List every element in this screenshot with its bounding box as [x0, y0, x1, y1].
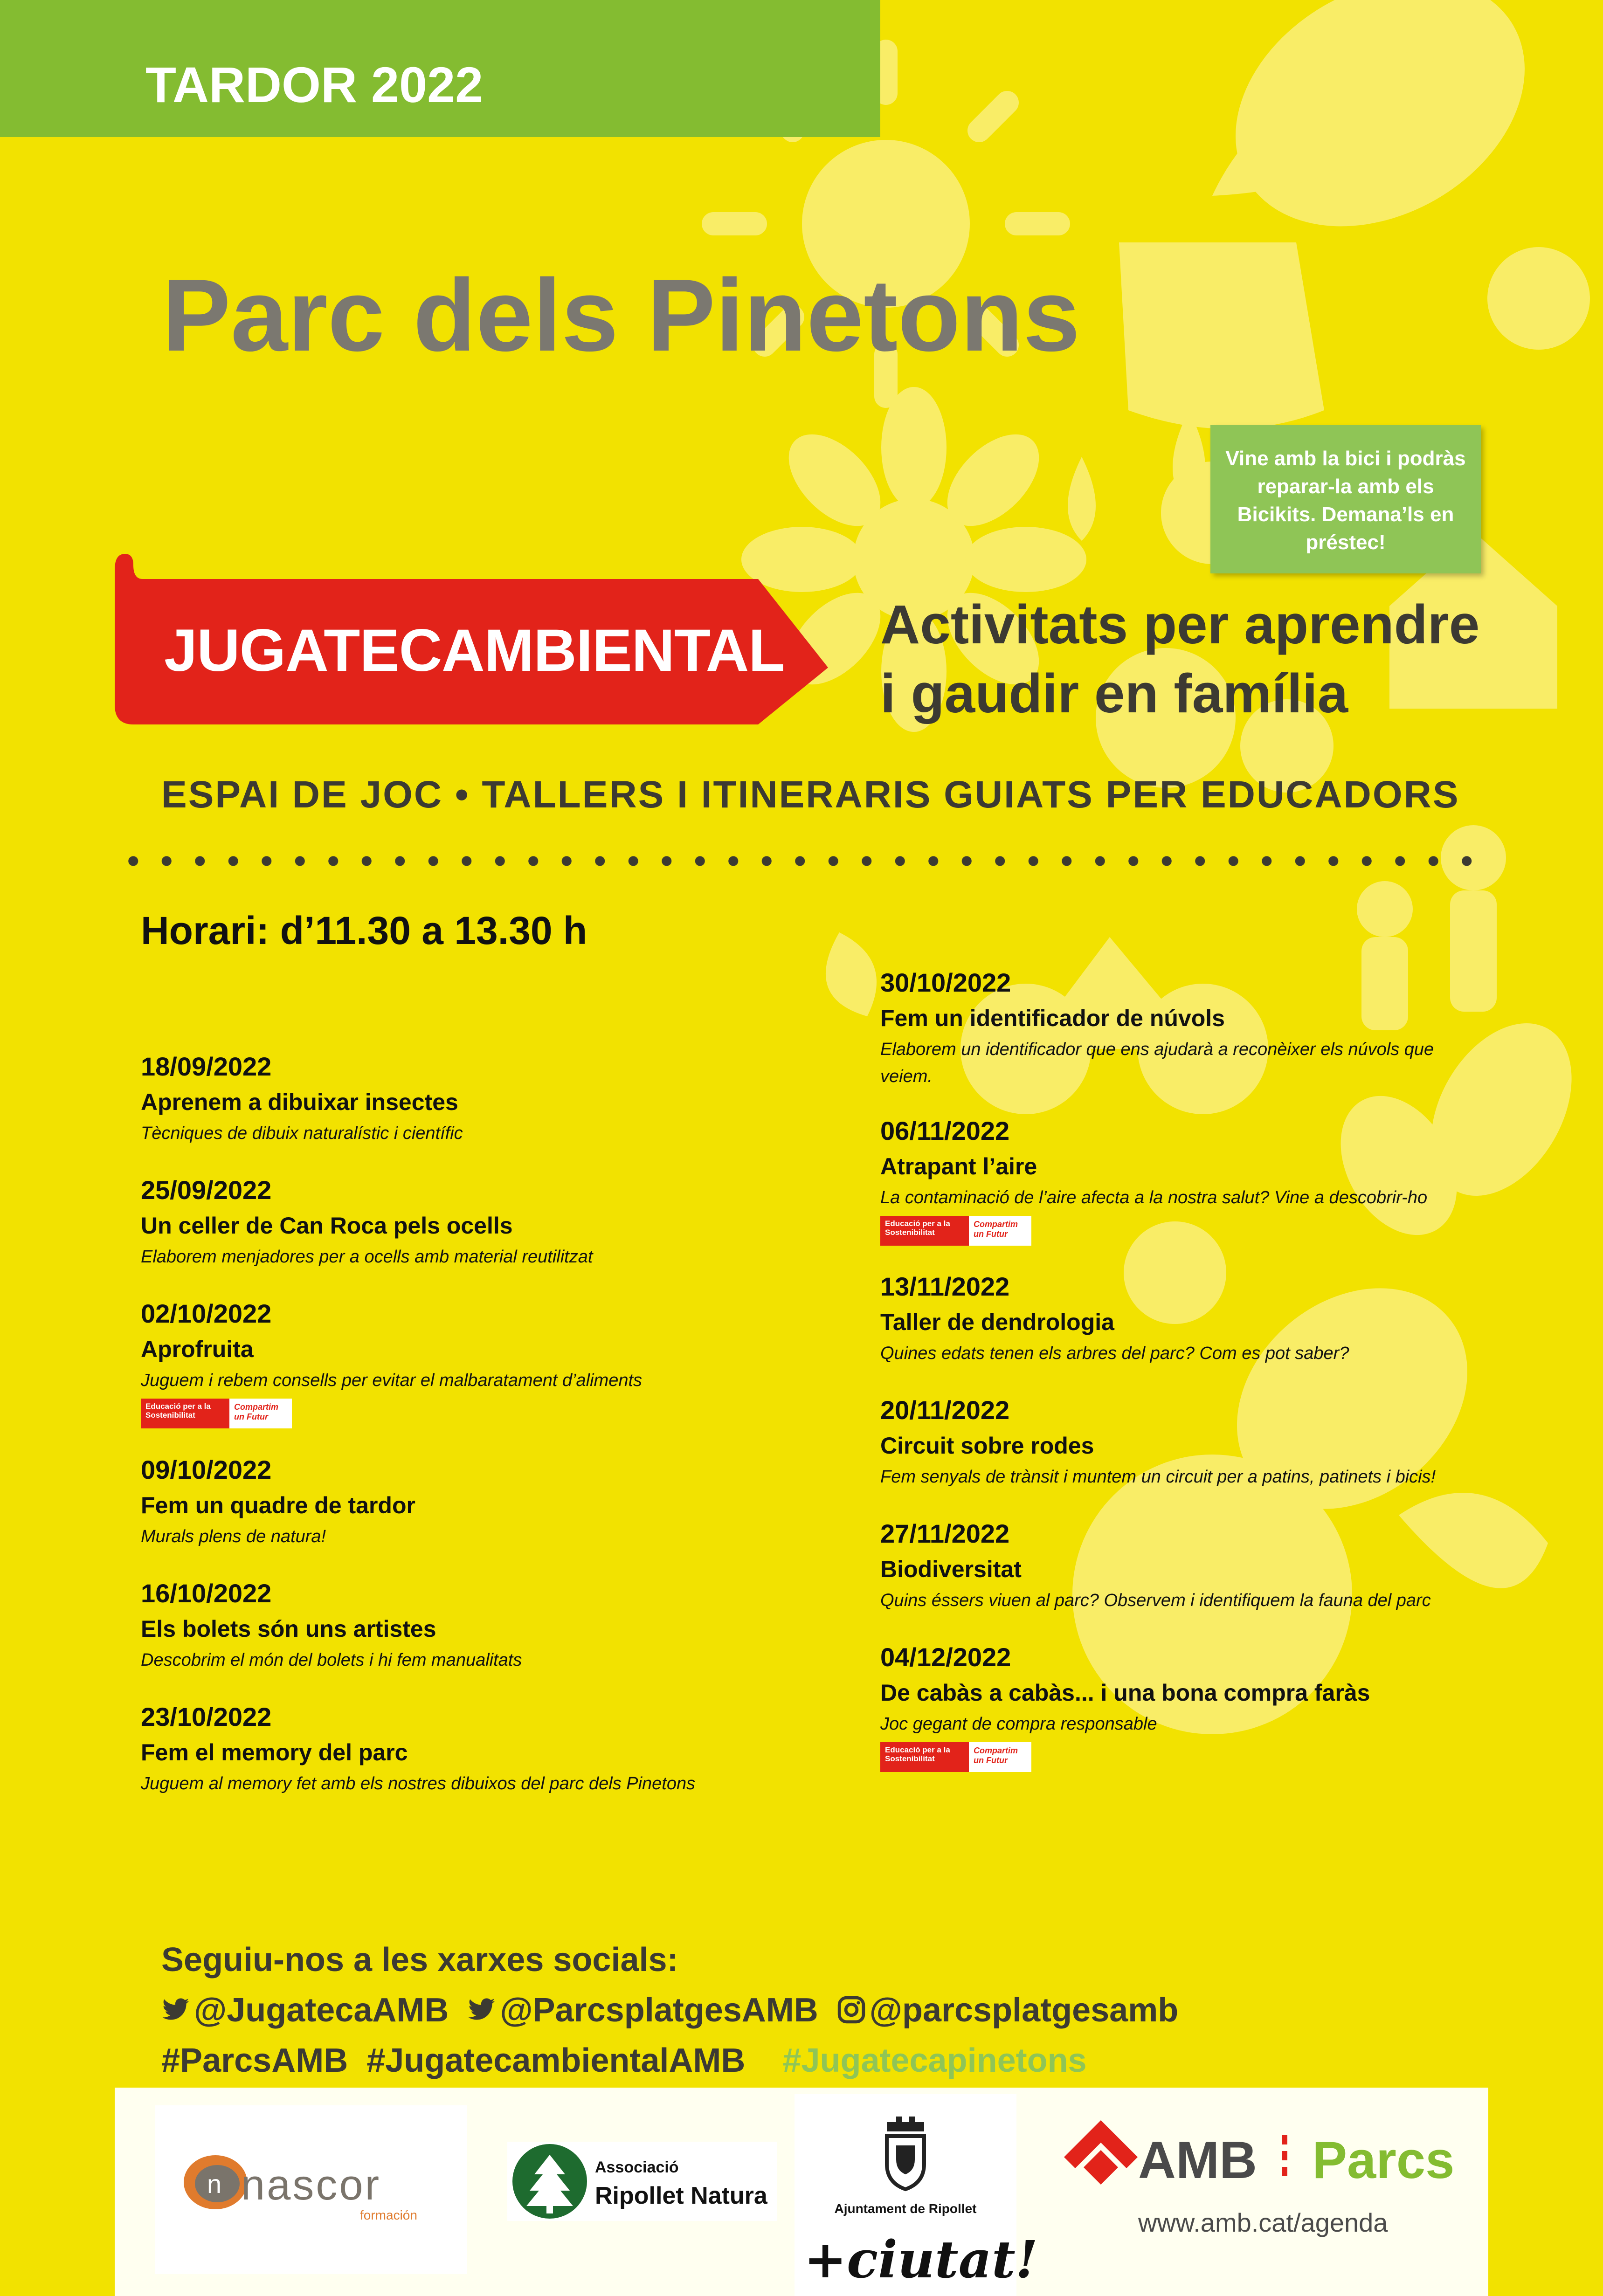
event-date: 13/11/2022	[880, 1272, 1010, 1301]
event-item	[880, 1393, 1436, 1490]
event-name: Circuit sobre rodes	[880, 1433, 1094, 1459]
social-section	[161, 1935, 1178, 2086]
season-tab	[0, 0, 880, 137]
tree-emblem-icon	[510, 2142, 589, 2221]
amb-separator	[1282, 2135, 1287, 2182]
badge-left	[880, 1216, 969, 1246]
event-description: Descobrim el món del bolets i hi fem manualitats	[141, 1650, 522, 1670]
park-title: Parc dels Pinetons	[162, 258, 1080, 372]
event-name: Aprofruita	[141, 1336, 254, 1362]
sostenibilitat-badge	[880, 1742, 1031, 1772]
event-item	[141, 1699, 695, 1797]
activity-categories: ESPAI DE JOC • TALLERS I ITINERARIS GUIATS PER EDUCADORS	[161, 773, 1460, 816]
hashtag-parcs[interactable]: #ParcsAMB	[161, 2042, 348, 2079]
ripollet-natura-name: Ripollet Natura	[595, 2182, 767, 2209]
badge-line: un Futur	[974, 1756, 1008, 1765]
event-date: 16/10/2022	[141, 1579, 272, 1608]
dotted-divider	[117, 855, 1492, 867]
badge-line: Sostenibilitat	[885, 1754, 935, 1763]
twitter-icon	[161, 1995, 190, 2024]
event-description: Elaborem menjadores per a ocells amb material reutilitzat	[141, 1247, 593, 1267]
bike-note: Vine amb la bici i podràs reparar-la amb els Bicikits. Demana’ls en préstec!	[1210, 425, 1481, 573]
nascor-subtitle: formación	[360, 2208, 417, 2222]
event-description: Tècniques de dibuix naturalístic i científic	[141, 1124, 463, 1143]
event-description: Juguem al memory fet amb els nostres dibuixos del parc dels Pinetons	[141, 1774, 696, 1793]
badge-line: un Futur	[974, 1229, 1008, 1239]
badge-line: un Futur	[234, 1412, 268, 1421]
banner-subtitle	[880, 590, 1533, 728]
event-date: 23/10/2022	[141, 1702, 272, 1731]
social-accounts	[161, 1985, 1178, 2035]
amb-agenda-link[interactable]: www.amb.cat/agenda	[1138, 2208, 1388, 2237]
badge-line: Compartim	[234, 1402, 279, 1412]
event-item	[880, 965, 1434, 1090]
ajuntament-name: Ajuntament de Ripollet	[834, 2201, 977, 2216]
ripollet-natura-logo	[507, 2142, 777, 2221]
event-item	[880, 1269, 1349, 1367]
event-date: 02/10/2022	[141, 1299, 272, 1328]
event-item	[141, 1296, 642, 1428]
event-item	[141, 1049, 463, 1147]
instagram-icon	[837, 1995, 866, 2024]
event-name: Fem el memory del parc	[141, 1739, 408, 1765]
event-description: Elaborem un identificador que ens ajudarà a reconèixer els núvols que	[880, 1040, 1434, 1059]
sponsors-band	[115, 2088, 1488, 2296]
event-name: Els bolets són uns artistes	[141, 1616, 436, 1642]
season-label: TARDOR 2022	[145, 56, 484, 113]
twitter-icon	[467, 1995, 496, 2024]
event-date: 30/10/2022	[880, 968, 1011, 997]
badge-line: Educació per a la	[885, 1219, 950, 1228]
event-description: La contaminació de l’aire afecta a la nostra salut? Vine a descobrir-ho	[880, 1188, 1428, 1207]
event-name: Atrapant l’aire	[880, 1153, 1037, 1179]
ajuntament-ripollet-logo	[795, 2094, 1038, 2296]
event-description: Joc gegant de compra responsable	[880, 1714, 1157, 1734]
event-item	[141, 1576, 522, 1674]
event-description: Juguem i rebem consells per evitar el malbaratament d’aliments	[141, 1371, 643, 1390]
event-name: Aprenem a dibuixar insectes	[141, 1089, 458, 1115]
event-description: Fem senyals de trànsit i muntem un circuit per a patins, patinets i bicis!	[880, 1467, 1436, 1487]
amb-parcs-wordmark	[1138, 2131, 1455, 2189]
event-name: De cabàs a cabàs... i una bona compra faràs	[880, 1680, 1370, 1706]
event-name: Biodiversitat	[880, 1556, 1022, 1582]
subtitle-line-2: i gaudir en família	[880, 663, 1348, 724]
instagram-handle[interactable]: @parcsplatgesamb	[869, 1992, 1179, 2029]
jugatecambiental-banner	[115, 551, 828, 728]
badge-line: Educació per a la	[885, 1745, 950, 1754]
twitter-handle-parcsplatges[interactable]: @ParcsplatgesAMB	[500, 1992, 818, 2029]
banner-title: JUGATECAMBIENTAL	[164, 617, 785, 684]
badge-line: Educació per a la	[145, 1402, 211, 1411]
badge-line: Compartim	[974, 1220, 1018, 1229]
nascor-wordmark: nascor	[241, 2161, 381, 2209]
sostenibilitat-badge	[880, 1216, 1031, 1246]
badge-line: Sostenibilitat	[885, 1228, 935, 1237]
twitter-handle-jugateca[interactable]: @JugatecaAMB	[194, 1992, 449, 2029]
nascor-logo	[155, 2105, 467, 2274]
event-name: Taller de dendrologia	[880, 1309, 1114, 1335]
hashtag-jugatecapinetons[interactable]: #Jugatecapinetons	[782, 2042, 1087, 2079]
event-item	[141, 1452, 415, 1550]
badge-line: Compartim	[974, 1746, 1018, 1755]
social-heading: Seguiu-nos a les xarxes socials:	[161, 1941, 678, 1979]
event-name: Fem un quadre de tardor	[141, 1492, 415, 1518]
badge-left	[880, 1742, 969, 1772]
event-date: 06/11/2022	[880, 1116, 1010, 1145]
event-date: 27/11/2022	[880, 1519, 1010, 1548]
badge-left	[141, 1399, 229, 1428]
badge-line: Sostenibilitat	[145, 1411, 195, 1420]
ciutat-slogan: +ciutat!	[804, 2229, 1038, 2289]
event-item	[880, 1640, 1370, 1772]
amb-label: AMB	[1138, 2131, 1258, 2189]
event-date: 09/10/2022	[141, 1455, 272, 1484]
subtitle-line-1: Activitats per aprendre	[880, 594, 1480, 655]
event-date: 18/09/2022	[141, 1052, 272, 1081]
event-date: 20/11/2022	[880, 1395, 1010, 1425]
schedule-hours: Horari: d’11.30 a 13.30 h	[141, 909, 587, 952]
event-item	[141, 1172, 593, 1270]
badge-right	[974, 1746, 1018, 1765]
event-description: veiem.	[880, 1067, 933, 1086]
event-description: Quines edats tenen els arbres del parc? Com es pot saber?	[880, 1344, 1349, 1363]
social-hashtags	[161, 2035, 1178, 2086]
event-date: 25/09/2022	[141, 1175, 272, 1205]
event-name: Fem un identificador de núvols	[880, 1005, 1225, 1031]
hashtag-jugatecambiental[interactable]: #JugatecambientalAMB	[366, 2042, 746, 2079]
parcs-label: Parcs	[1312, 2131, 1455, 2189]
badge-right	[234, 1402, 278, 1422]
event-name: Un celler de Can Roca pels ocells	[141, 1213, 513, 1239]
badge-right	[974, 1220, 1018, 1239]
event-date: 04/12/2022	[880, 1642, 1011, 1672]
amb-diamond-icon	[1061, 2117, 1140, 2197]
svg-text:n: n	[207, 2169, 222, 2199]
event-item	[880, 1113, 1427, 1246]
event-description: Murals plens de natura!	[141, 1527, 326, 1546]
sostenibilitat-badge	[141, 1399, 292, 1428]
ripollet-natura-association: Associació	[595, 2158, 679, 2176]
coat-of-arms-icon	[878, 2113, 933, 2192]
event-description: Quins éssers viuen al parc? Observem i identifiquem la fauna del parc	[880, 1591, 1431, 1610]
event-item	[880, 1516, 1431, 1614]
